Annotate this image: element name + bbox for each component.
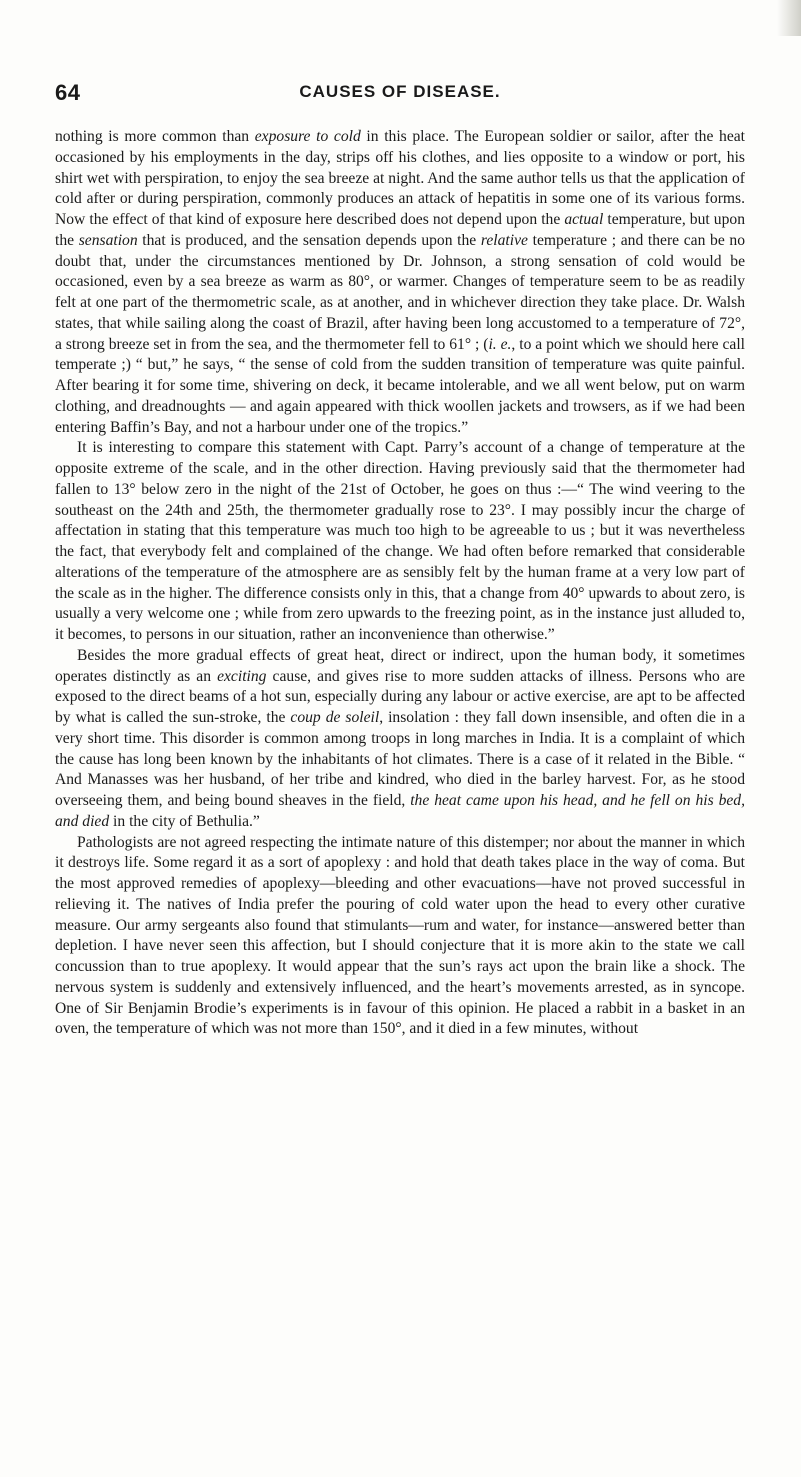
paragraph: [55, 438, 745, 646]
italic-text: i. e.: [488, 335, 512, 353]
running-title: CAUSES OF DISEASE.: [299, 82, 501, 101]
italic-text: coup de soleil: [290, 709, 380, 726]
text-run: temperature ; and there can be no doubt that, under the circumstances mentioned by Dr. Johnson, a strong sensation of cold would be occasioned, even by a sea breeze as warm as 80°, or warmer. Changes of temperature seem to be as readily felt at one part of the thermometric scale, as at another, and in whichever direction they take place. Dr. Walsh states, that while sailing along the coast of Brazil, after having been long accustomed to a temperature of 72°, a strong breeze set in from the sea, and the thermometer fell to 61° ; (: [55, 231, 745, 353]
text-run: in the city of Bethulia.”: [109, 812, 260, 830]
body-text: [55, 127, 745, 1040]
page-number: 64: [55, 80, 81, 105]
italic-text: sensation: [78, 231, 138, 249]
page-edge-shadow: [777, 0, 801, 36]
page-header: [55, 80, 745, 110]
paragraph: [55, 833, 745, 1041]
text-run: that is produced, and the sensation depends upon the: [137, 231, 481, 249]
text-run: Besides the more gradual effects of great heat, direct or indirect, upon the human body, it sometimes operates distinctly as an: [55, 646, 745, 685]
italic-text: the heat came upon his head, and he fell on his bed, and died: [55, 792, 745, 830]
italic-text: relative: [480, 231, 528, 249]
text-run: Pathologists are not agreed respecting the intimate nature of this distemper; nor about the manner in which it destroys life. Some regard it as a sort of apoplexy : and hold that death takes place in the way of coma. But the most approved remedies of apoplexy—bleeding and other evacuations—have not proved successful in relieving it. The natives of India prefer the pouring of cold water upon the head to every other curative measure. Our army sergeants also found that stimulants—rum and water, for instance—answered better than depletion. I have never seen this affection, but I should conjecture that it is more akin to the state we call concussion than to true apoplexy. It would appear that the sun’s rays act upon the brain like a shock. The nervous system is suddenly and extensively influenced, and the heart’s movements arrested, as in syncope. One of Sir Benjamin Brodie’s experiments is in favour of this opinion. He placed a rabbit in a basket in an oven, the temperature of which was not more than 150°, and it died in a few minutes, without: [55, 833, 745, 1038]
paragraph: [55, 127, 745, 438]
text-run: cause, and gives rise to more sudden attacks of illness. Persons who are exposed to the direct beams of a hot sun, especially during any labour or active exercise, are apt to be affected by what is called the sun-stroke, the: [55, 667, 745, 726]
italic-text: actual: [564, 211, 604, 228]
text-run: , insolation : they fall down insensible, and often die in a very short time. This disorder is common among troops in long marches in India. It is a complaint of which the cause has long been known by the inhabitants of hot climates. There is a case of it related in the Bible. “ And Manasses was her husband, of her tribe and kindred, who died in the barley harvest. For, as he stood overseeing them, and being bound sheaves in the field,: [55, 709, 745, 809]
italic-text: exposure to cold: [254, 128, 361, 145]
text-run: in this place. The European soldier or sailor, after the heat occasioned by his employments in the day, strips off his clothes, and lies opposite to a window or port, his shirt wet with perspiration, to enjoy the sea breeze at night. And the same author tells us that the application of cold after or during perspiration, commonly produces an attack of hepatitis in some one of its various forms. Now the effect of that kind of exposure here described does not depend upon the: [55, 128, 745, 228]
paragraph: [55, 646, 745, 833]
text-run: nothing is more common than: [55, 128, 255, 145]
text-run: It is interesting to compare this statement with Capt. Parry’s account of a change of temperature at the opposite extreme of the scale, and in the other direction. Having previously said that the thermometer had fallen to 13° below zero in the night of the 21st of October, he goes on thus :—“ The wind veering to the southeast on the 24th and 25th, the thermometer gradually rose to 23°. I may possibly incur the charge of affectation in stating that this temperature was much too high to be agreeable to us ; but it was nevertheless the fact, that everybody felt and complained of the change. We had often before remarked that considerable alterations of the temperature of the atmosphere are as sensibly felt by the human frame at a very low part of the scale as in the higher. The difference consists only in this, that a change from 40° upwards to about zero, is usually a very welcome one ; while from zero upwards to the freezing point, as in the instance just alluded to, it becomes, to persons in our situation, rather an inconvenience than otherwise.”: [55, 439, 745, 643]
text-run: temperature, but upon the: [55, 211, 745, 249]
italic-text: exciting: [217, 667, 267, 685]
text-run: , to a point which we should here call temperate ;) “ but,” he says, “ the sense of cold from the sudden transition of temperature was quite painful. After bearing it for some time, shivering on deck, it became intolerable, and we all went below, put on warm clothing, and dreadnoughts — and again appeared with thick woollen jackets and trowsers, as if we had been entering Baffin’s Bay, and not a harbour under one of the tropics.”: [55, 335, 745, 436]
